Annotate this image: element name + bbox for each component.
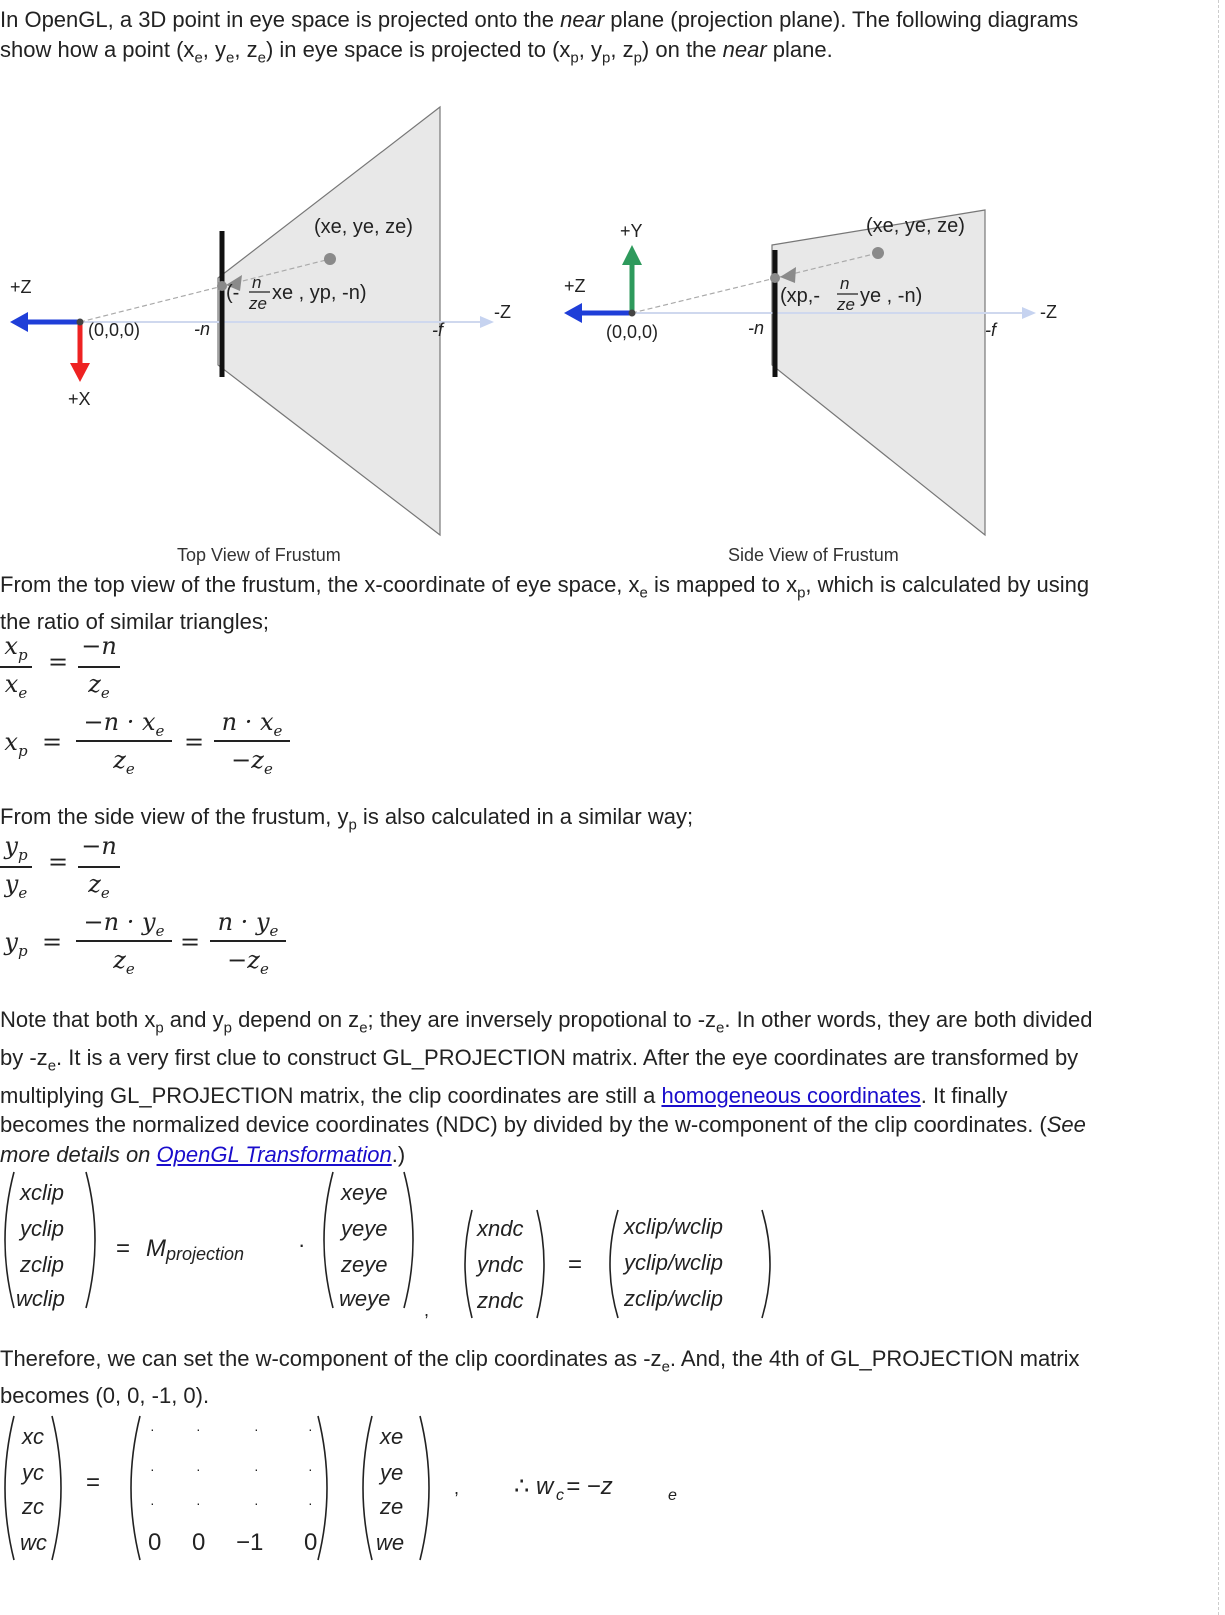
para-top-line-2: the ratio of similar triangles;: [0, 609, 269, 634]
e-vec-w: we: [376, 1530, 405, 1555]
eye-vec-y: yeye: [341, 1216, 388, 1241]
eq-ze-den-3: $z_e$: [88, 870, 110, 902]
matrix-dot-r3c4: ·: [308, 1495, 313, 1511]
intro-line-2: show how a point ($x_e$, $y_e$, $z_e$) in eye space is projected to ($x_p$, $y_p$, $z_p$) on the near plane.: [0, 37, 833, 67]
side-view-origin-dot: [629, 310, 636, 317]
side-view-caption: Side View of Frustum: [728, 545, 899, 565]
side-view-projected-post: ye , -n): [860, 285, 923, 307]
top-view-plus-z-label: +Z: [10, 277, 32, 297]
equation-xp: [0, 632, 320, 782]
eq-frac-bar-1: [78, 666, 120, 668]
eq-yp-lhs: $y_p$: [4, 928, 28, 960]
side-view-near-label: -n: [748, 318, 765, 338]
side-view-eye-point: [872, 247, 884, 259]
top-view-far-label: -f: [432, 320, 443, 340]
ndc-vec-x: xndc: [477, 1216, 524, 1241]
para-note-line-5: more details on OpenGL Transformation.): [0, 1142, 406, 1167]
eq-minus-n-ye: $-n \cdot y_e$: [83, 908, 165, 940]
equation-clip-ndc: [0, 1166, 800, 1326]
eye-vec-x: xeye: [341, 1180, 388, 1205]
clip-vec-x: xclip: [20, 1180, 65, 1205]
eq-equals-c: =: [86, 1469, 101, 1496]
eq-yp-ratio-num: $y_p$: [4, 832, 28, 864]
c-vec-right-paren: [52, 1416, 61, 1560]
clip-vec-y: yclip: [20, 1216, 65, 1241]
therefore-wc-sub: c: [556, 1487, 564, 1504]
eq-dot: ·: [298, 1232, 306, 1257]
therefore-wc: ∴ w: [514, 1473, 554, 1500]
eq-equals-5: =: [42, 928, 63, 956]
side-view-neg-z-arrowhead: [1022, 307, 1036, 319]
matrix-dot-r2c2: ·: [196, 1461, 201, 1477]
top-view-caption: Top View of Frustum: [177, 545, 341, 565]
eq-minus-n-2: −n: [81, 832, 117, 860]
side-view-far-label: -f: [985, 320, 996, 340]
div-vec-left-paren: [610, 1210, 618, 1318]
side-view-projected-pre: (xp,-: [780, 285, 820, 307]
therefore-wc-tail: = −z: [566, 1473, 613, 1500]
matrix-dot-r3c2: ·: [196, 1495, 201, 1511]
matrix-dot-r1c3: ·: [254, 1421, 259, 1437]
side-view-plus-z-arrowhead: [564, 303, 582, 323]
matrix-dot-r1c4: ·: [308, 1421, 313, 1437]
eq-frac-bar-2: [76, 740, 172, 742]
e-vec-z: ze: [380, 1494, 404, 1519]
eq-minus-n-1: −n: [81, 632, 117, 660]
matrix-last-row-c4: 0: [304, 1529, 318, 1556]
top-view-plus-x-label: +X: [68, 389, 91, 409]
eq-ze-den-2: $z_e$: [113, 746, 135, 778]
eq-minus-n-xe: $-n \cdot x_e$: [83, 708, 165, 740]
eq-frac-bar-6: [210, 940, 286, 942]
side-view-diagram: [564, 210, 1057, 535]
e-vec-right-paren: [420, 1416, 429, 1560]
top-view-diagram: [10, 107, 511, 535]
side-view-eye-point-label: (xe, ye, ze): [866, 215, 965, 237]
matrix-dot-r3c3: ·: [254, 1495, 259, 1511]
c-vec-w: wc: [20, 1530, 47, 1555]
eye-vec-w: weye: [339, 1286, 391, 1311]
para-note-line-1: Note that both $x_p$ and $y_p$ depend on $z_e$; they are inversely propotional to $-z_e$. In other words, they are both divided: [0, 1007, 1093, 1037]
matrix-dot-r1c1: ·: [150, 1421, 155, 1437]
eq-minus-ze-den: $-z_e$: [231, 746, 273, 778]
ndc-vec-y: yndc: [477, 1252, 524, 1277]
eye-vec-right-paren: [404, 1172, 413, 1308]
eq-ze-den-4: $z_e$: [113, 946, 135, 978]
opengl-transformation-link[interactable]: OpenGL Transformation: [156, 1142, 392, 1167]
side-view-neg-z-label: -Z: [1040, 302, 1057, 322]
equation-wc: [0, 1410, 720, 1615]
matrix-last-row-c2: 0: [192, 1529, 206, 1556]
clip-vec-left-paren: [5, 1172, 14, 1308]
c-vec-x: xc: [22, 1424, 44, 1449]
eq-n-xe: $n \cdot x_e$: [221, 708, 283, 740]
eq-xe-ratio-den: $x_e$: [4, 670, 28, 702]
eq-xp-lhs: $x_p$: [4, 728, 28, 760]
clip-vec-z: zclip: [20, 1252, 65, 1277]
therefore-ze-sub: e: [668, 1487, 677, 1504]
top-view-neg-z-label: -Z: [494, 302, 511, 322]
equation-yp: [0, 832, 320, 982]
matrix-right-paren: [318, 1416, 327, 1560]
eq-ze-den-1: $z_e$: [88, 670, 110, 702]
top-view-projected-post: xe , yp, -n): [272, 282, 367, 304]
eq-comma-1: ,: [424, 1300, 430, 1320]
eq-equals-3: =: [184, 728, 205, 756]
side-view-plus-y-label: +Y: [620, 221, 643, 241]
eq-xp-ratio-bar: [0, 666, 32, 668]
div-vec-x: xclip/wclip: [624, 1214, 724, 1239]
div-vec-z: zclip/wclip: [624, 1286, 724, 1311]
top-view-eye-point: [324, 253, 336, 265]
div-vec-y: yclip/wclip: [624, 1250, 724, 1275]
side-view-plus-y-arrowhead: [622, 245, 642, 265]
eq-minus-ze-den-2: $-z_e$: [227, 946, 269, 978]
matrix-left-paren: [131, 1416, 140, 1560]
frustum-diagrams: [0, 95, 1225, 585]
para-w-line-2: becomes (0, 0, -1, 0).: [0, 1383, 210, 1408]
top-view-projected-num: n: [252, 273, 262, 292]
div-vec-right-paren: [762, 1210, 770, 1318]
c-vec-z: zc: [22, 1494, 44, 1519]
eq-xp-ratio-num: $x_p$: [4, 632, 28, 664]
eye-vec-z: zeye: [341, 1252, 388, 1277]
matrix-last-row-c1: 0: [148, 1529, 162, 1556]
clip-vec-w: wclip: [16, 1286, 65, 1311]
eq-equals-1: =: [48, 648, 69, 676]
clip-vec-right-paren: [86, 1172, 95, 1308]
c-vec-left-paren: [5, 1416, 14, 1560]
top-view-plus-x-arrowhead: [70, 363, 90, 382]
c-vec-y: yc: [22, 1460, 44, 1485]
e-vec-x: xe: [380, 1424, 404, 1449]
eq-equals-2: =: [42, 728, 63, 756]
para-note-line-4: becomes the normalized device coordinates (NDC) by divided by the w-component of the clip coordinates. (See: [0, 1112, 1086, 1137]
matrix-last-row-c3: −1: [236, 1529, 264, 1556]
top-view-origin-label: (0,0,0): [88, 320, 141, 340]
eq-frac-bar-3: [214, 740, 290, 742]
m-projection: Mprojection: [146, 1235, 245, 1264]
eq-frac-bar-4: [78, 866, 120, 868]
ndc-vec-z: zndc: [477, 1288, 524, 1313]
top-view-origin-dot: [77, 319, 84, 326]
para-note-line-3: multiplying GL_PROJECTION matrix, the clip coordinates are still a homogeneous coordinates. It finally: [0, 1083, 1008, 1108]
side-view-plus-z-label: +Z: [564, 276, 586, 296]
eye-vec-left-paren: [324, 1172, 333, 1308]
para-w-line-1: Therefore, we can set the w-component of the clip coordinates as $-z_e$. And, the 4th of GL_PROJECTION matrix: [0, 1346, 1080, 1376]
eq-comma-2: ,: [454, 1478, 460, 1498]
top-view-near-label: -n: [194, 319, 211, 339]
top-view-plus-z-arrowhead: [10, 312, 28, 332]
eq-n-ye: $n \cdot y_e$: [217, 908, 279, 940]
side-view-projected-num: n: [840, 274, 850, 293]
para-side: From the side view of the frustum, $y_p$ is also calculated in a similar way;: [0, 804, 694, 834]
eq-equals-ndc: =: [568, 1251, 583, 1278]
eq-frac-bar-5: [76, 940, 172, 942]
para-note-line-2: by $-z_e$. It is a very first clue to construct GL_PROJECTION matrix. After the eye coordinates are transformed by: [0, 1045, 1079, 1075]
ndc-vec-left-paren: [465, 1210, 472, 1318]
e-vec-left-paren: [363, 1416, 372, 1560]
top-view-eye-point-label: (xe, ye, ze): [314, 216, 413, 238]
eq-equals-clip: =: [116, 1235, 131, 1262]
intro-line-1: In OpenGL, a 3D point in eye space is projected onto the near plane (projection plane). The following diagrams: [0, 7, 1079, 32]
side-view-projected-point: [770, 273, 780, 283]
matrix-dot-r3c1: ·: [150, 1495, 155, 1511]
top-view-neg-z-arrowhead: [480, 316, 494, 328]
eq-equals-4: =: [48, 848, 69, 876]
eq-ye-ratio-den: $y_e$: [4, 870, 28, 902]
top-view-projected-pre: (-: [226, 282, 240, 304]
para-top-line-1: From the top view of the frustum, the x-coordinate of eye space, $x_e$ is mapped to $x_p$, which is calculated by using: [0, 572, 1090, 602]
side-view-origin-label: (0,0,0): [606, 322, 659, 342]
matrix-dot-r2c4: ·: [308, 1461, 313, 1477]
ndc-vec-right-paren: [537, 1210, 544, 1318]
matrix-dot-r2c1: ·: [150, 1461, 155, 1477]
eq-equals-6: =: [180, 928, 201, 956]
e-vec-y: ye: [380, 1460, 404, 1485]
side-view-projected-den: ze: [837, 295, 855, 314]
top-view-projected-den: ze: [249, 294, 267, 313]
matrix-dot-r1c2: ·: [196, 1421, 201, 1437]
homogeneous-coordinates-link[interactable]: homogeneous coordinates: [661, 1083, 921, 1108]
matrix-dot-r2c3: ·: [254, 1461, 259, 1477]
eq-yp-ratio-bar: [0, 866, 32, 868]
